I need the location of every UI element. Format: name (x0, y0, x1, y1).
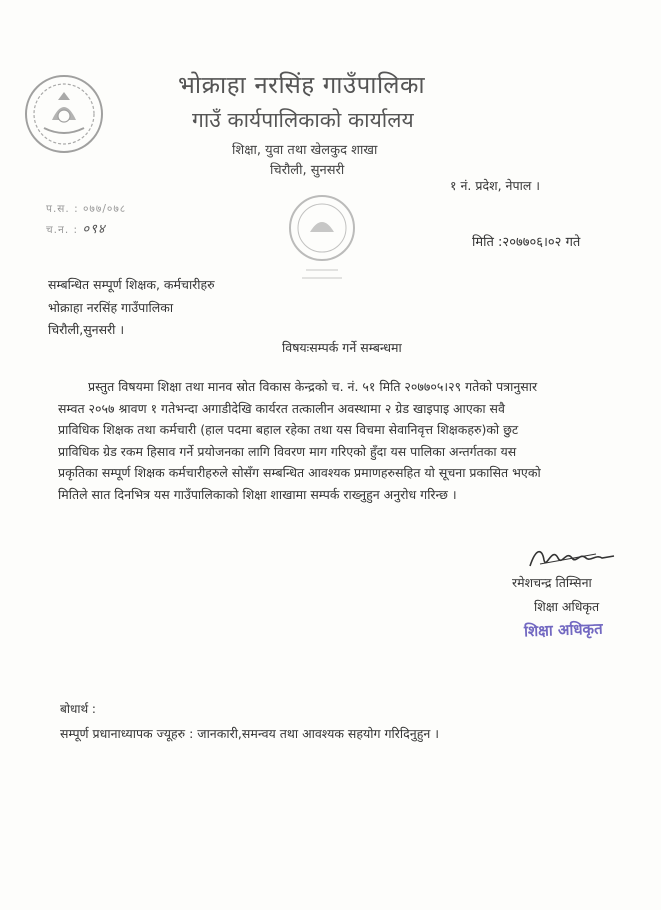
recipient-line-3: चिरौली,सुनसरी । (48, 322, 125, 337)
office-location: चिरौली, सुनसरी (270, 163, 345, 178)
cc-label: बोधार्थ : (60, 702, 96, 716)
branch-name: शिक्षा, युवा तथा खेलकुद शाखा (232, 143, 378, 158)
dispatch-number (46, 219, 106, 237)
letter-number-label: प.स. : (46, 203, 79, 215)
recipient-line-2: भोक्राहा नरसिंह गाउँपालिका (48, 300, 174, 315)
signature-scribble (526, 540, 618, 572)
recipient-line-1: सम्बन्धित सम्पूर्ण शिक्षक, कर्मचारीहरु (48, 277, 215, 292)
letter-body (58, 376, 603, 506)
office-name: गाउँ कार्यपालिकाको कार्यालय (192, 108, 414, 132)
letter-subject: विषयःसम्पर्क गर्ने सम्बन्धमा (282, 340, 402, 355)
signatory-designation: शिक्षा अधिकृत (534, 599, 600, 614)
body-line: प्रकृतिका सम्पूर्ण शिक्षक कर्मचारीहरुले सोसँग सम्बन्धित आवश्यक प्रमाणहरुसहित यो सूचना प्रकासित भएको (58, 465, 541, 481)
dispatch-number-value: ०९४ (82, 222, 106, 237)
municipality-name: भोक्राहा नरसिंह गाउँपालिका (178, 71, 426, 99)
letter-number (46, 202, 126, 216)
government-emblem-icon (22, 72, 106, 156)
cc-recipients: सम्पूर्ण प्रधानाध्यापक ज्यूहरु : जानकारी,समन्वय तथा आवश्यक सहयोग गरिदिनुहुन । (60, 726, 439, 741)
body-line: प्रस्तुत विषयमा शिक्षा तथा मानव स्रोत विकास केन्द्रको च. नं. ५१ मिति २०७७०५।२९ गतेको पत्रानुसार (88, 379, 538, 394)
letter-date: मिति :२०७७०६।०२ गते (472, 235, 581, 250)
body-line: सम्वत २०५७ श्रावण १ गतेभन्दा अगाडीदेखि कार्यरत तत्कालीन अवस्थामा २ ग्रेड खाइपाइ आएका सवै (58, 400, 505, 416)
body-line: मितिले सात दिनभित्र यस गाउँपालिकाको शिक्षा शाखामा सम्पर्क राख्नुहुन अनुरोध गरिन्छ । (58, 486, 457, 502)
letter-number-value: ०७७/०७८ (82, 203, 127, 215)
body-line: प्राविधिक शिक्षक तथा कर्मचारी (हाल पदमा बहाल रहेका तथा यस विचमा सेवानिवृत्त शिक्षकहरु)को छुट (58, 422, 519, 438)
dispatch-number-label: च.न. : (46, 224, 79, 236)
designation-stamp: शिक्षा अधिकृत (523, 619, 603, 641)
signatory-name: रमेशचन्द्र तिम्सिना (512, 575, 592, 590)
office-seal-stamp (272, 186, 372, 286)
body-line: प्राविधिक ग्रेड रकम हिसाव गर्ने प्रयोजनका लागि विवरण माग गरिएको हुँदा यस पालिका अन्तर्गतका यस (58, 443, 517, 459)
province-line: १ नं. प्रदेश, नेपाल । (450, 178, 541, 193)
